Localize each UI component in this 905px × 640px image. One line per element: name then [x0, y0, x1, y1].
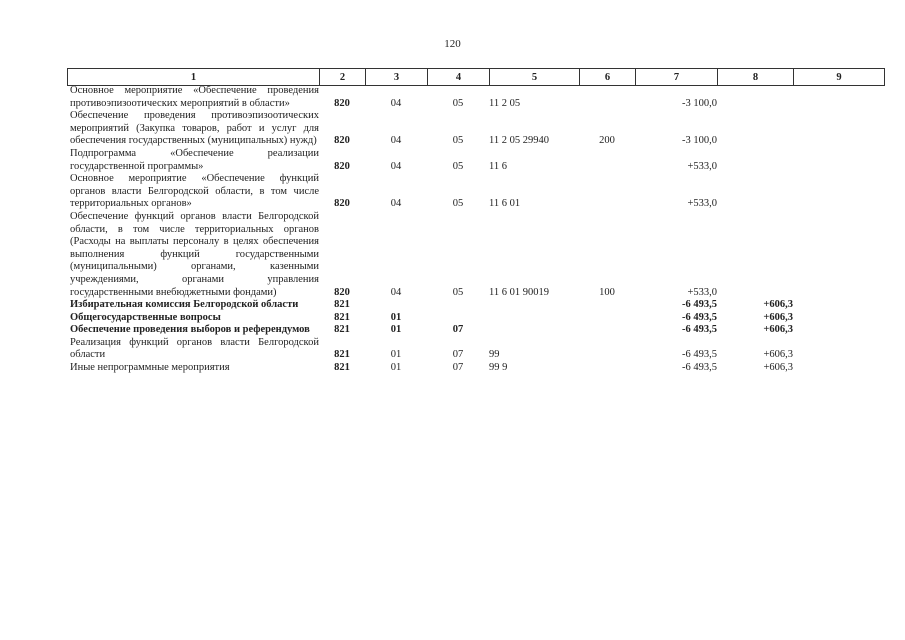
row-value-cell-6	[579, 312, 635, 325]
row-value-cell-4: 07	[452, 324, 464, 336]
row-value-cell-7: -6 493,5	[682, 311, 717, 323]
row-value-cell-2: 820	[334, 286, 350, 298]
table-row	[70, 173, 884, 211]
row-name-cell: Подпрограмма «Обеспечение реализации государственной программы»	[70, 147, 319, 172]
row-value-cell-8: +606,3	[763, 299, 793, 311]
row-value-cell-7: -3 100,0	[682, 97, 717, 109]
row-value-cell-7: -6 493,5	[682, 349, 717, 361]
table-row	[70, 312, 884, 325]
row-value-cell-8	[717, 148, 793, 173]
row-value-cell-6	[579, 173, 635, 211]
row-value-cell-3: 04	[390, 286, 402, 298]
column-header-5: 5	[490, 69, 580, 86]
row-value-cell-9	[793, 324, 884, 337]
row-value-cell-6	[579, 148, 635, 173]
row-value-cell-3: 04	[390, 135, 402, 147]
row-value-cell-9	[793, 362, 884, 375]
row-name-cell: Общегосударственные вопросы	[70, 311, 221, 323]
row-name-cell: Избирательная комиссия Белгородской области	[70, 299, 299, 311]
row-value-cell-8: +606,3	[763, 349, 793, 361]
row-value-cell-5: 11 2 05	[489, 97, 521, 109]
row-value-cell-5: 11 6 01 90019	[489, 286, 549, 298]
row-value-cell-3: 01	[390, 362, 402, 374]
row-name-cell: Основное мероприятие «Обеспечение функций органов власти Белгородской области, в том числе территориальных органов»	[70, 173, 319, 210]
row-value-cell-8	[717, 173, 793, 211]
row-value-cell-2: 820	[334, 97, 350, 109]
table-row	[70, 299, 884, 312]
row-value-cell-9	[793, 110, 884, 148]
column-header-3: 3	[366, 69, 428, 86]
row-value-cell-8: +606,3	[763, 362, 793, 374]
row-value-cell-7: -3 100,0	[682, 135, 717, 147]
table-row	[70, 211, 884, 299]
row-name-cell: Обеспечение функций органов власти Белгородской области, в том числе территориальных органов (Расходы на выплаты персоналу в целях обеспечения выполнения функций государственными (муниципальными) органами, казенными учреждениями, органами управления государственными внебюджетными фондами)	[70, 210, 319, 298]
row-value-cell-7: -6 493,5	[682, 299, 717, 311]
row-value-cell-8	[717, 110, 793, 148]
row-value-cell-8: +606,3	[763, 311, 793, 323]
row-value-cell-5: 99	[489, 349, 500, 361]
table-row	[70, 148, 884, 173]
row-value-cell-2: 820	[334, 198, 350, 210]
row-value-cell-4	[427, 299, 489, 312]
row-value-cell-3: 01	[390, 311, 402, 323]
row-value-cell-7: +533,0	[687, 198, 717, 210]
row-value-cell-7: +533,0	[687, 160, 717, 172]
row-value-cell-6: 100	[599, 286, 615, 298]
row-name-cell: Основное мероприятие «Обеспечение проведения противоэпизоотических мероприятий в области»	[70, 85, 319, 109]
row-value-cell-2: 820	[334, 135, 350, 147]
row-value-cell-3	[365, 299, 427, 312]
row-value-cell-8	[717, 211, 793, 299]
row-value-cell-4: 05	[452, 198, 464, 210]
row-value-cell-6	[579, 362, 635, 375]
row-value-cell-4: 07	[452, 362, 464, 374]
row-value-cell-3: 01	[390, 349, 402, 361]
row-value-cell-4: 05	[452, 160, 464, 172]
row-value-cell-3: 04	[390, 160, 402, 172]
row-name-cell: Обеспечение проведения выборов и референдумов	[70, 324, 310, 336]
row-value-cell-4: 05	[452, 135, 464, 147]
table-row	[70, 324, 884, 337]
row-value-cell-9	[793, 337, 884, 362]
column-header-2: 2	[320, 69, 366, 86]
row-value-cell-2: 821	[334, 311, 350, 323]
row-value-cell-5: 99 9	[489, 362, 508, 374]
row-value-cell-6	[579, 324, 635, 337]
row-value-cell-4	[427, 312, 489, 325]
row-value-cell-5: 11 6 01	[489, 198, 521, 210]
row-name-cell: Иные непрограммные мероприятия	[70, 362, 230, 374]
row-value-cell-4: 05	[452, 286, 464, 298]
row-value-cell-4: 07	[452, 349, 464, 361]
row-value-cell-8: +606,3	[763, 324, 793, 336]
row-value-cell-9	[793, 312, 884, 325]
budget-table	[70, 85, 884, 375]
row-value-cell-2: 821	[334, 324, 350, 336]
row-value-cell-2: 821	[334, 349, 350, 361]
row-value-cell-4: 05	[452, 97, 464, 109]
row-value-cell-2: 821	[334, 299, 350, 311]
row-value-cell-9	[793, 85, 884, 110]
column-header-4: 4	[428, 69, 490, 86]
column-header-1: 1	[68, 69, 320, 86]
row-value-cell-9	[793, 173, 884, 211]
table-row	[70, 110, 884, 148]
row-value-cell-9	[793, 148, 884, 173]
column-header-7: 7	[636, 69, 718, 86]
row-value-cell-7: +533,0	[687, 286, 717, 298]
row-value-cell-7: -6 493,5	[682, 324, 717, 336]
row-value-cell-2: 821	[334, 362, 350, 374]
row-value-cell-6	[579, 299, 635, 312]
column-header-8: 8	[718, 69, 794, 86]
row-value-cell-5: 11 6	[489, 160, 507, 172]
row-value-cell-9	[793, 299, 884, 312]
row-value-cell-6	[579, 337, 635, 362]
row-value-cell-7: -6 493,5	[682, 362, 717, 374]
table-row	[70, 362, 884, 375]
column-header-9: 9	[794, 69, 885, 86]
row-value-cell-2: 820	[334, 160, 350, 172]
column-header-6: 6	[580, 69, 636, 86]
row-value-cell-3: 04	[390, 198, 402, 210]
row-value-cell-5	[489, 324, 579, 337]
row-value-cell-6: 200	[599, 135, 615, 147]
row-value-cell-3: 01	[390, 324, 402, 336]
page-number: 120	[444, 38, 461, 50]
row-value-cell-5	[489, 299, 579, 312]
table-header	[67, 68, 885, 86]
row-value-cell-9	[793, 211, 884, 299]
row-name-cell: Реализация функций органов власти Белгородской области	[70, 336, 319, 361]
row-value-cell-3: 04	[390, 97, 402, 109]
table-row	[70, 337, 884, 362]
row-name-cell: Обеспечение проведения противоэпизоотических мероприятий (Закупка товаров, работ и услуг для обеспечения государственных (муниципальных) нужд)	[70, 110, 319, 147]
table-row	[70, 85, 884, 110]
row-value-cell-5	[489, 312, 579, 325]
row-value-cell-8	[717, 85, 793, 110]
row-value-cell-6	[579, 85, 635, 110]
row-value-cell-5: 11 2 05 29940	[489, 135, 549, 147]
